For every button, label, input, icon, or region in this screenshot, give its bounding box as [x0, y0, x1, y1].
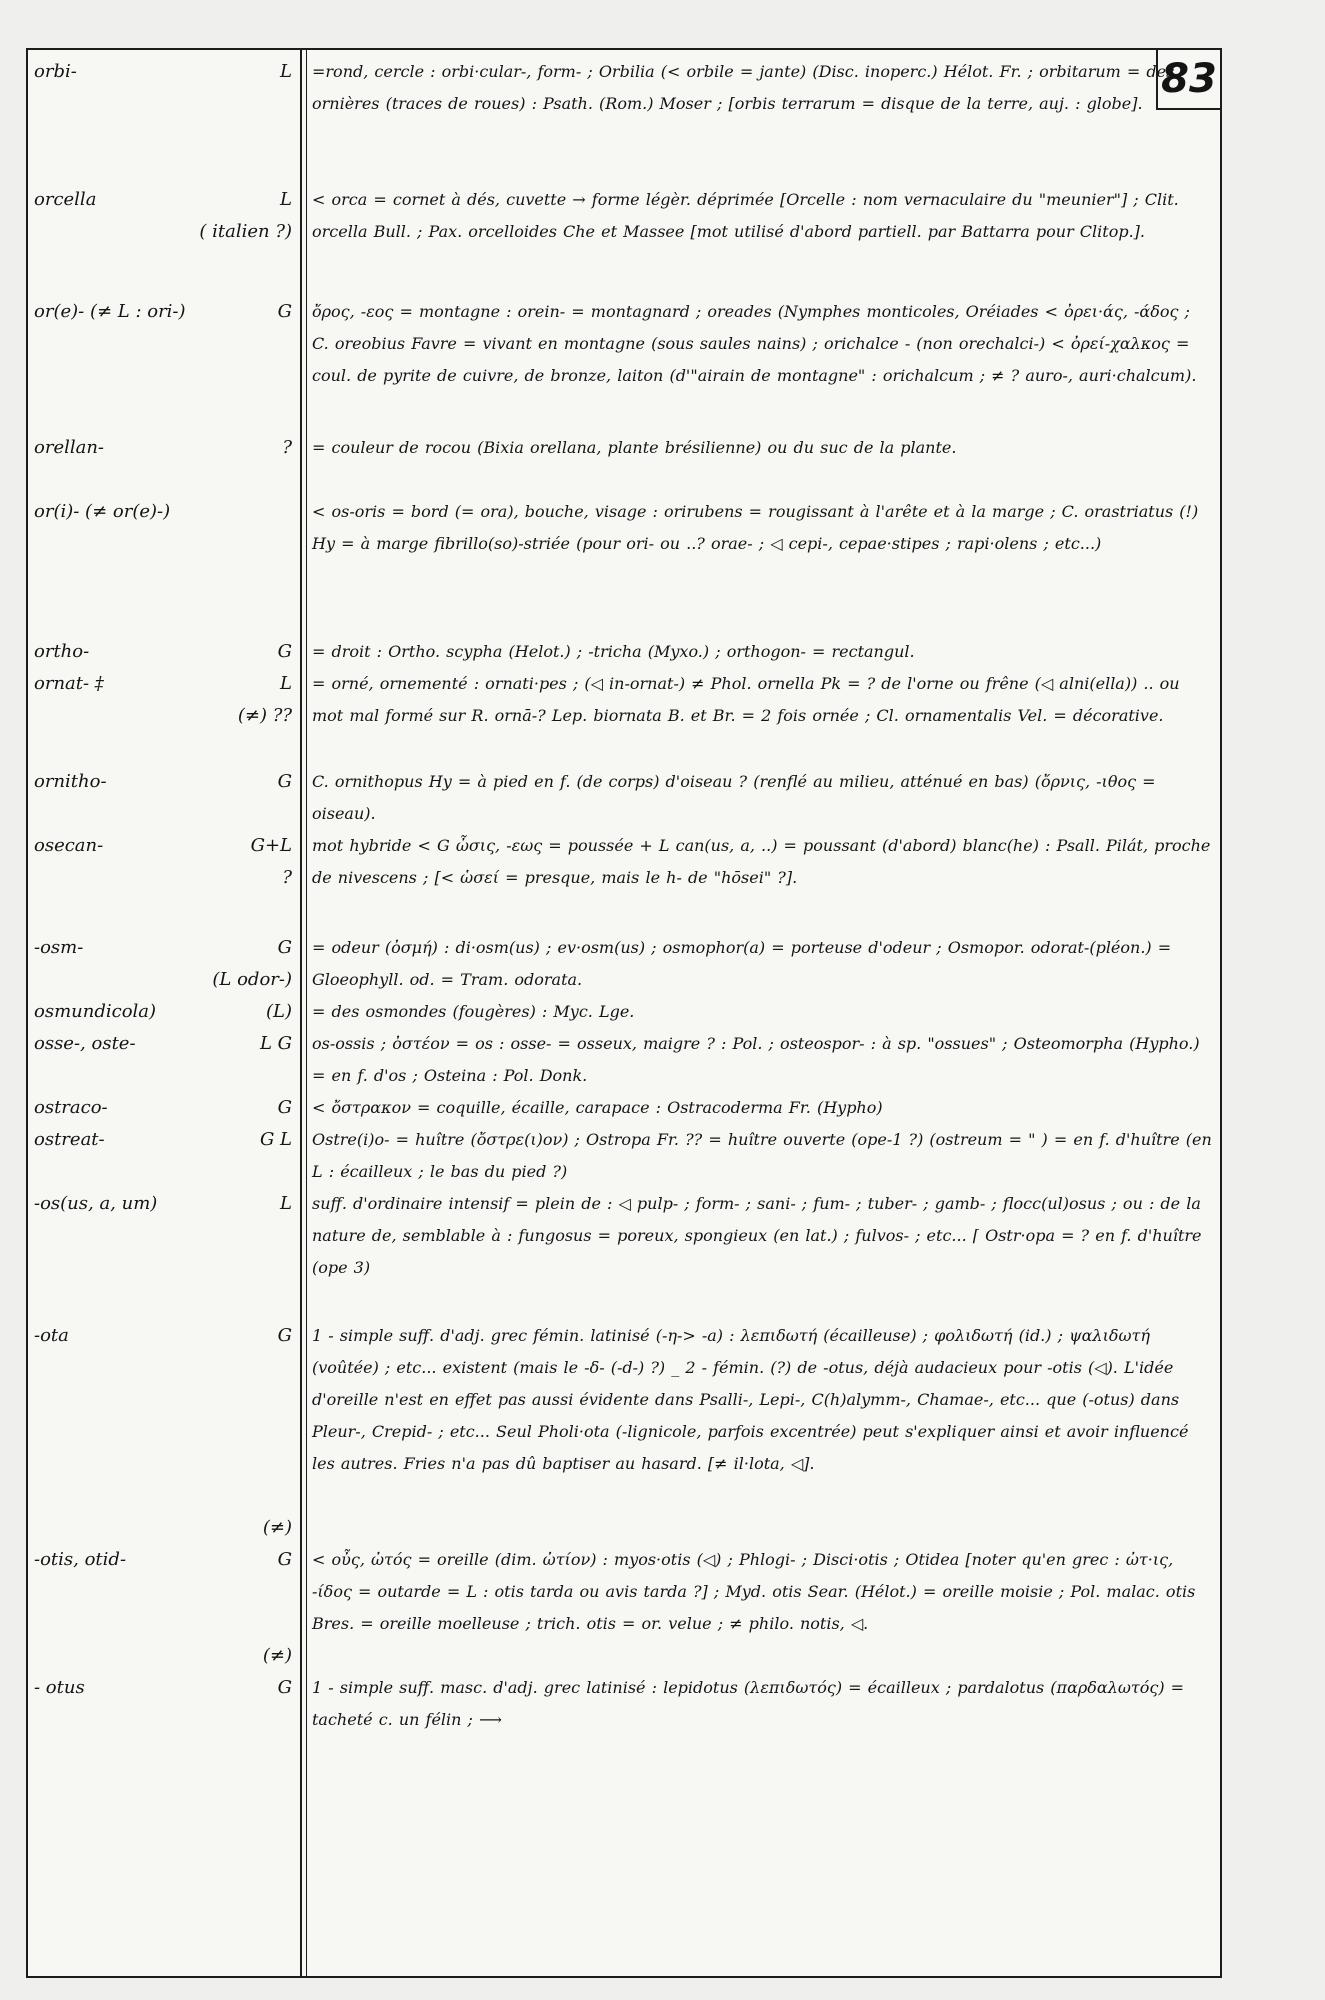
entry-term: ostreat-: [34, 1129, 105, 1150]
entry-origin: G: [277, 771, 292, 792]
entry-term: -ota: [34, 1325, 69, 1346]
entry-origin: G: [277, 641, 292, 662]
entry-term: or(i)- (≠ or(e)-): [34, 501, 171, 522]
entry-term: orbi-: [34, 61, 77, 82]
entry-origin: G: [277, 937, 292, 958]
entry-term: orellan-: [34, 437, 105, 458]
entry-term: ornat- ‡: [34, 673, 104, 694]
entry-term: -os(us, a, um): [34, 1193, 158, 1214]
entry-definition: suff. d'ordinaire intensif = plein de : ◁ pulp- ; form- ; sani- ; fum- ; tuber- ; gamb- ; flocc(ul)osus ; ou : de la nature de, semblable à : fungosus = poreux, spongieux (en lat.) ; fulvos- ; etc... ⌈ Ostr·opa = ? en f. d'huître (ope 3): [312, 1194, 1202, 1277]
entry-definition: < οὖς, ὠτός = oreille (dim. ὠτίον) : myos·otis (◁) ; Phlogi- ; Disci·otis ; Otidea [noter qu'en grec : ὠτ·ις, -ίδος = outarde = L : otis tarda ou avis tarda ?] ; Myd. otis Sear. (Hélot.) = oreille moisie ; Pol. malac. otis Bres. = oreille moelleuse ; trich. otis = or. velue ; ≠ philo. notis, ◁.: [312, 1550, 1196, 1633]
entry-definition: = des osmondes (fougères) : Myc. Lge.: [312, 1002, 635, 1021]
page-number: 83: [1156, 50, 1220, 110]
entry-definition: < orca = cornet à dés, cuvette → forme légèr. déprimée [Orcelle : nom vernaculaire du "meunier"] ; Clit. orcella Bull. ; Pax. orcelloides Che et Massee [mot utilisé d'abord partiell. par Battarra pour Clitop.].: [312, 190, 1179, 241]
entry-definition: = droit : Ortho. scypha (Helot.) ; -tricha (Myxo.) ; orthogon- = rectangul.: [312, 642, 915, 661]
dictionary-page: [26, 48, 1222, 1978]
column-divider-inner: [306, 50, 307, 1976]
entry-origin: L G: [259, 1033, 292, 1054]
entry-definition: ὄρος, -εος = montagne : orein- = montagnard ; oreades (Nymphes monticoles, Oréiades < ὀρει·άς, -άδος ; C. oreobius Favre = vivant en montagne (sous saules nains) ; orichalce - (non orechalci-) < ὀρεί-χαλκος = coul. de pyrite de cuivre, de bronze, laiton (d'"airain de montagne" : orichalcum ; ≠ ? auro-, auri·chalcum).: [312, 302, 1197, 385]
entry-aux-note: (≠) ??: [237, 705, 292, 726]
entry-definition: = orné, ornementé : ornati·pes ; (◁ in-ornat-) ≠ Phol. ornella Pk = ? de l'orne ou frêne (◁ alni(ella)) .. ou mot mal formé sur R. ornā-? Lep. biornata B. et Br. = 2 fois ornée ; Cl. ornamentalis Vel. = décorative.: [312, 674, 1180, 725]
entry-aux-note: ?: [282, 867, 292, 888]
entry-origin: L: [280, 673, 292, 694]
entry-aux-note: ( italien ?): [199, 221, 292, 242]
entry-definition: os-ossis ; ὀστέον = os : osse- = osseux, maigre ? : Pol. ; osteospor- : à sp. "ossues" ; Osteomorpha (Hypho.) = en f. d'os ; Osteina : Pol. Donk.: [312, 1034, 1200, 1085]
entry-term: - otus: [34, 1677, 85, 1698]
entry-term: ortho-: [34, 641, 90, 662]
entry-aux-note: (L odor-): [212, 969, 292, 990]
column-divider: [300, 50, 302, 1976]
entry-origin: G: [277, 1325, 292, 1346]
entry-definition: < ὄστρακον = coquille, écaille, carapace : Ostracoderma Fr. (Hypho): [312, 1098, 883, 1117]
entry-term: or(e)- (≠ L : ori-): [34, 301, 186, 322]
entry-term: -osm-: [34, 937, 84, 958]
entry-origin: G: [277, 1097, 292, 1118]
entry-origin: G: [277, 1677, 292, 1698]
entry-definition: C. ornithopus Hy = à pied en f. (de corps) d'oiseau ? (renflé au milieu, atténué en bas) (ὄρνις, -ιθος = oiseau).: [312, 772, 1156, 823]
entry-definition: Ostre(i)o- = huître (ὄστρε(ι)ον) ; Ostropa Fr. ?? = huître ouverte (ope-1 ?) (ostreum = " ) = en f. d'huître (en L : écailleux ; le bas du pied ?): [312, 1130, 1212, 1181]
entry-origin: G: [277, 301, 292, 322]
entry-term: orcella: [34, 189, 97, 210]
entry-term: -otis, otid-: [34, 1549, 127, 1570]
entry-origin: ?: [282, 437, 292, 458]
entry-term: ostraco-: [34, 1097, 108, 1118]
entry-origin: G: [277, 1549, 292, 1570]
entry-definition: =rond, cercle : orbi·cular-, form- ; Orbilia (< orbile = jante) (Disc. inoperc.) Hélot. Fr. ; orbitarum = des ornières (traces de roues) : Psath. (Rom.) Moser ; [orbis terrarum = disque de la terre, auj. : globe].: [312, 62, 1175, 113]
entry-definition: < os-oris = bord (= ora), bouche, visage : orirubens = rougissant à l'arête et à la marge ; C. orastriatus (!) Hy = à marge fibrillo(so)-striée (pour ori- ou ..? orae- ; ◁ cepi-, cepae·stipes ; rapi·olens ; etc...): [312, 502, 1199, 553]
entry-origin: (≠): [262, 1517, 292, 1538]
entry-origin: (≠): [262, 1645, 292, 1666]
entry-definition: = odeur (ὀσμή) : di·osm(us) ; ev·osm(us) ; osmophor(a) = porteuse d'odeur ; Osmopor. odorat-(pléon.) = Gloeophyll. od. = Tram. odorata.: [312, 938, 1172, 989]
entry-origin: G+L: [250, 835, 292, 856]
entry-origin: (L): [266, 1001, 292, 1022]
entry-term: osse-, oste-: [34, 1033, 136, 1054]
entry-term: osecan-: [34, 835, 104, 856]
entry-origin: G L: [259, 1129, 292, 1150]
entry-definition: 1 - simple suff. masc. d'adj. grec latinisé : lepidotus (λεπιδωτός) = écailleux ; pardalotus (παρδαλωτός) = tacheté c. un félin ; ⟶: [312, 1678, 1185, 1729]
entry-definition: = couleur de rocou (Bixia orellana, plante brésilienne) ou du suc de la plante.: [312, 438, 957, 457]
entry-origin: L: [280, 1193, 292, 1214]
entry-term: ornitho-: [34, 771, 107, 792]
entry-definition: mot hybride < G ὦσις, -εως = poussée + L can(us, a, ..) = poussant (d'abord) blanc(he) : Psall. Pilát, proche de nivescens ; [< ὡσεί = presque, mais le h- de "hōsei" ?].: [312, 836, 1211, 887]
entry-term: osmundicola): [34, 1001, 157, 1022]
entry-origin: L: [280, 189, 292, 210]
entry-definition: 1 - simple suff. d'adj. grec fémin. latinisé (-η-> -a) : λεπιδωτή (écailleuse) ; φολιδωτή (id.) ; ψαλιδωτή (voûtée) ; etc... existent (mais le -δ- (-d-) ?) _ 2 - fémin. (?) de -otus, déjà audacieux pour -otis (◁). L'idée d'oreille n'est en effet pas aussi évidente dans Psalli-, Lepi-, C(h)alymm-, Chamae-, etc... que (-otus) dans Pleur-, Crepid- ; etc... Seul Pholi·ota (-lignicole, parfois excentrée) peut s'expliquer ainsi et avoir influencé les autres. Fries n'a pas dû baptiser au hasard. [≠ il·lota, ◁].: [312, 1326, 1189, 1473]
entry-origin: L: [280, 61, 292, 82]
